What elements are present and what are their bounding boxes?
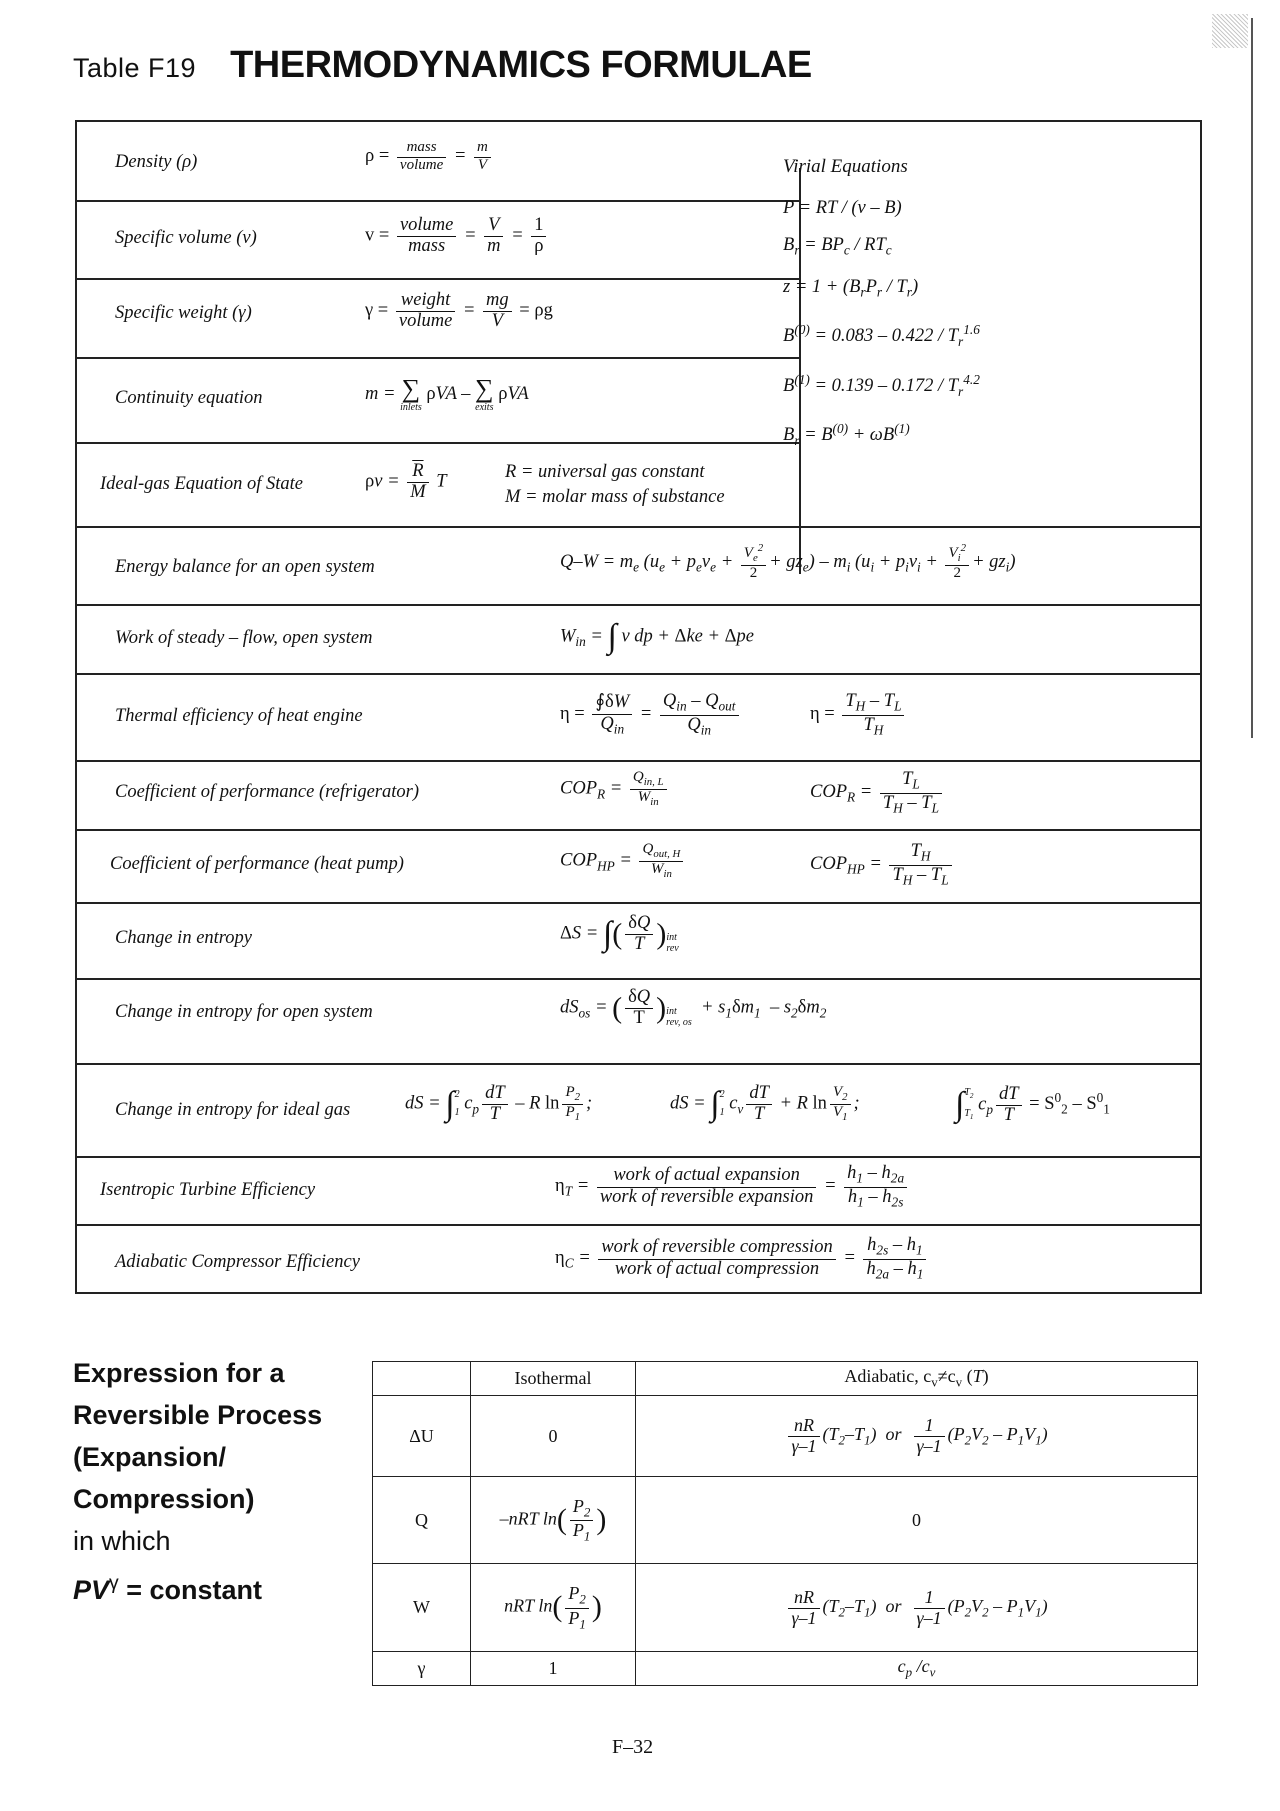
adiabatic-gamma: $c_p$ $/c_v$: [636, 1652, 1198, 1686]
formula-cop-refrigerator: $COP_R$ = $\frac{Q_{in, L}}{W_{in}}$: [560, 770, 670, 809]
reversible-process-table: [372, 1361, 1198, 1686]
row-label-q: Q: [373, 1477, 471, 1564]
turbine-denominator: work of reversible expansion: [599, 1186, 814, 1207]
virial-title: Virial Equations: [783, 156, 908, 177]
table-row-w: [373, 1564, 1198, 1652]
table-header-row: [373, 1362, 1198, 1396]
compressor-denominator: work of actual compression: [614, 1258, 820, 1279]
row-label-w: W: [373, 1564, 471, 1652]
virial-eq-1: P = RT / (v – B): [783, 197, 902, 218]
row-label-energy-balance: Energy balance for an open system: [115, 557, 375, 577]
virial-equations: [783, 148, 980, 459]
ideal-gas-notes: [505, 460, 725, 510]
formula-change-entropy: ΔS = ∫( $\frac{\delta Q}{T}$ )int rev: [560, 913, 679, 955]
heading-line-1: Expression for a: [73, 1358, 285, 1388]
row-sep: [75, 1156, 1202, 1158]
row-label-change-entropy: Change in entropy: [115, 928, 253, 948]
reversible-process-heading: [73, 1352, 322, 1611]
formula-specific-weight: γ = $\frac{\text{weight}}{\text{volume}}$ = $\frac{mg}{V}$ = ρg: [365, 290, 553, 332]
row-sep: [75, 978, 1202, 980]
table-label: Table F19: [73, 53, 197, 83]
isothermal-w: nRT ln( $\frac{P_2}{P_1}$ ): [471, 1564, 636, 1652]
formula-thermal-efficiency: η = $\frac{∮\delta W}{Q_{in}}$ = $\frac{Q_{in} - Q_{out}}{Q_{in}}$: [560, 692, 742, 737]
row-label-cop-heat-pump: Coefficient of performance (heat pump): [110, 854, 404, 874]
header-isothermal: Isothermal: [471, 1362, 636, 1396]
page-header: [73, 44, 812, 87]
formula-entropy-ideal-gas-cp: dS = ∫2 1 $c_p$ $\frac{dT}{T}$ – R ln $\frac{P_2}{P_1}$ ;: [405, 1083, 593, 1125]
table-border-bottom: [75, 1292, 1202, 1294]
table-row-gamma: [373, 1652, 1198, 1686]
row-label-compressor-efficiency: Adiabatic Compressor Efficiency: [115, 1252, 360, 1272]
header-adiabatic: Adiabatic, $c_v\ne c_v$ (T): [636, 1362, 1198, 1396]
row-label-thermal-efficiency: Thermal efficiency of heat engine: [115, 706, 363, 726]
row-sep: [75, 1224, 1202, 1226]
row-label-du: ΔU: [373, 1396, 471, 1477]
row-label-density: Density (ρ): [115, 152, 198, 172]
isothermal-gamma: 1: [471, 1652, 636, 1686]
adiabatic-q: 0: [636, 1477, 1198, 1564]
table-row-du: [373, 1396, 1198, 1477]
heading-line-5: in which: [73, 1526, 171, 1556]
isothermal-du: 0: [471, 1396, 636, 1477]
note-molar-mass: M = molar mass of substance: [505, 487, 725, 507]
row-label-specific-volume: Specific volume (v): [115, 228, 257, 248]
formula-ideal-gas: ρv = $\frac{\overline{R}}{M}$ T: [365, 461, 447, 503]
row-sep: [75, 604, 1202, 606]
formula-entropy-ideal-gas-cv: dS = ∫2 1 $c_v$ $\frac{dT}{T}$ + R ln $\frac{V_2}{V_1}$ ;: [670, 1083, 860, 1125]
virial-eq-3: $z = 1 + (B_rP_r / T_r)$: [783, 277, 919, 300]
virial-eq-6: $B_r = B^{(0)} + \omega B^{(1)}$: [783, 421, 910, 448]
virial-eq-2: $B_r = BP_c / RT_c$: [783, 235, 892, 258]
formula-energy-balance: $Q-W = m_e$ ($u_e + p_ev_e$ + $\frac{V_e^2}{2}$ + $gz_e) - m_i$ ($u_i + p_iv_i$ + $\frac{V_i^2}{2}$ + $gz_i$): [560, 542, 1016, 582]
heading-line-6: $PV^\gamma$ = constant: [73, 1572, 263, 1605]
row-label-ideal-gas: Ideal-gas Equation of State: [100, 474, 303, 494]
adiabatic-w: $\frac{nR}{\gamma-1}$ $(T_2-T_1)$ or $\frac{1}{\gamma-1}$ $(P_2V_2 - P_1V_1)$: [636, 1564, 1198, 1652]
formula-carnot-efficiency: η = $\frac{T_H - T_L}{T_H}$: [810, 692, 907, 737]
turbine-numerator: work of actual expansion: [597, 1166, 817, 1187]
note-universal-gas-constant: R = universal gas constant: [505, 462, 705, 482]
row-sep: [75, 442, 800, 444]
table-border-right: [1200, 120, 1202, 1294]
row-label-change-entropy-open: Change in entropy for open system: [115, 1002, 373, 1022]
table-row-q: [373, 1477, 1198, 1564]
scan-artifact: [1212, 14, 1248, 48]
row-label-continuity: Continuity equation: [115, 388, 263, 408]
table-border-left: [75, 120, 77, 1294]
formula-entropy-standard: $\int T_2$ $T_1$ $c_p$ $\frac{dT}{T}$ = $S^0_2 - S^0_1$: [955, 1083, 1110, 1125]
virial-eq-4: $B^{(0)} = 0.083 - 0.422 / T_r^{1.6}$: [783, 322, 980, 350]
table-border-top: [75, 120, 1202, 122]
row-sep: [75, 760, 1202, 762]
page-edge-rule: [1251, 18, 1253, 738]
row-sep: [75, 1063, 1202, 1065]
formula-specific-volume: v = $\frac{\text{volume}}{\text{mass}}$ = $\frac{V}{m}$ = $\frac{1}{\rho}$: [365, 216, 549, 257]
formula-turbine-efficiency: $\eta_T$ = $\frac{\text{work of actual expansion}}{\text{work of reversible expansion}}$ = $\frac{h_1 - h_{2a}}{h_1 - h_{2s}}$: [555, 1164, 910, 1209]
header-empty: [373, 1362, 471, 1396]
isothermal-q: –nRT ln( $\frac{P_2}{P_1}$ ): [471, 1477, 636, 1564]
heading-line-4: Compression): [73, 1484, 255, 1514]
row-sep: [75, 200, 800, 202]
row-sep: [75, 673, 1202, 675]
compressor-numerator: work of reversible compression: [598, 1238, 835, 1259]
row-sep: [75, 902, 1202, 904]
heading-line-2: Reversible Process: [73, 1400, 323, 1430]
virial-eq-5: $B^{(1)} = 0.139 - 0.172 / T_r^{4.2}$: [783, 371, 980, 399]
row-label-change-entropy-ideal-gas: Change in entropy for ideal gas: [115, 1100, 351, 1120]
adiabatic-du: $\frac{nR}{\gamma-1}$ $(T_2-T_1)$ or $\frac{1}{\gamma-1}$ $(P_2V_2 - P_1V_1)$: [636, 1396, 1198, 1477]
formula-cop-heat-pump: $COP_{HP}$ = $\frac{Q_{out, H}}{W_{in}}$: [560, 842, 686, 881]
formula-work-steady-flow: $W_{in}$ = ∫ v dp + Δke + Δpe: [560, 618, 754, 655]
row-sep: [75, 829, 1202, 831]
row-sep: [75, 278, 800, 280]
row-label-work-steady-flow: Work of steady – flow, open system: [115, 628, 373, 648]
page-title: THERMODYNAMICS FORMULAE: [230, 44, 812, 86]
row-label-turbine-efficiency: Isentropic Turbine Efficiency: [100, 1180, 316, 1200]
formula-change-entropy-open: $dS_{os}$ = ( $\frac{\delta Q}{T}$ )int rev, os + $s_1\delta m_1 - s_2\delta m_2$: [560, 987, 827, 1029]
formula-continuity: m = ∑ inlets ρVA – ∑ exits ρVA: [365, 374, 529, 413]
row-label-gamma: γ: [373, 1652, 471, 1686]
page-number: F–32: [612, 1736, 654, 1758]
row-sep: [75, 526, 1202, 528]
formula-cop-heat-pump-carnot: $COP_{HP}$ = $\frac{T_H}{T_H - T_L}$: [810, 842, 955, 887]
heading-line-3: (Expansion/: [73, 1442, 227, 1472]
formula-table: [75, 120, 1202, 1294]
formula-density: ρ = $\frac{\text{mass}}{\text{volume}}$ = $\frac{m}{V}$: [365, 140, 494, 174]
row-sep: [75, 357, 800, 359]
row-label-cop-refrigerator: Coefficient of performance (refrigerator): [115, 782, 419, 802]
formula-compressor-efficiency: $\eta_C$ = $\frac{\text{work of reversible compression}}{\text{work of actual compression}}$ = $\frac{h_{2s} - h_1}{h_{2a} - h_1}$: [555, 1236, 929, 1281]
row-label-specific-weight: Specific weight (γ): [115, 303, 252, 323]
formula-cop-refrigerator-carnot: $COP_R$ = $\frac{T_L}{T_H - T_L}$: [810, 770, 945, 815]
